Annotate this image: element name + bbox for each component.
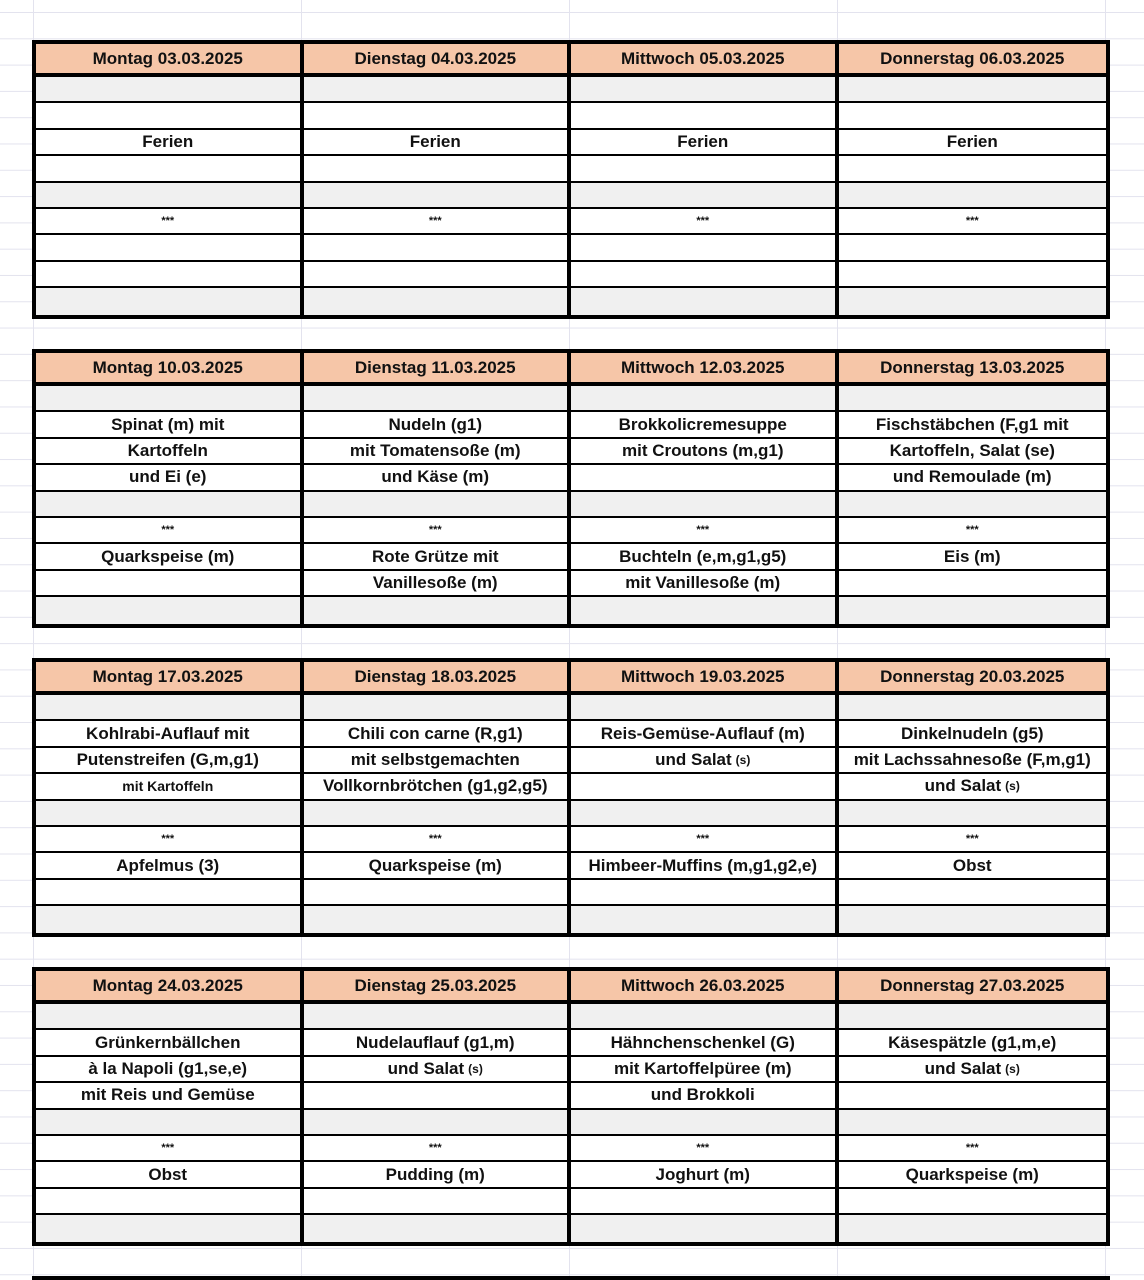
menu-row	[571, 597, 835, 623]
menu-row: Quarkspeise (m)	[304, 853, 568, 879]
day-column	[36, 971, 304, 1242]
day-header: Donnerstag 20.03.2025	[839, 662, 1107, 695]
day-header: Montag 10.03.2025	[36, 353, 300, 386]
menu-row: Pudding (m)	[304, 1162, 568, 1188]
menu-row	[36, 801, 300, 827]
menu-row: Vanillesoße (m)	[304, 571, 568, 597]
separator-row: ***	[839, 518, 1107, 544]
menu-row	[36, 597, 300, 623]
menu-row: Putenstreifen (G,m,g1)	[36, 748, 300, 774]
separator-row: ***	[304, 209, 568, 235]
menu-row	[36, 288, 300, 314]
menu-row	[839, 103, 1107, 129]
day-column	[839, 44, 1107, 315]
menu-row: Ferien	[36, 130, 300, 156]
menu-row	[839, 801, 1107, 827]
day-column	[36, 662, 304, 933]
menu-row: und Salat (s)	[304, 1057, 568, 1083]
menu-row	[571, 288, 835, 314]
menu-row	[571, 1110, 835, 1136]
menu-row	[36, 156, 300, 182]
menu-row	[36, 695, 300, 721]
menu-row	[304, 1110, 568, 1136]
separator-row: ***	[839, 827, 1107, 853]
menu-row: und Brokkoli	[571, 1083, 835, 1109]
menu-row: mit Kartoffeln	[36, 774, 300, 800]
menu-row	[304, 235, 568, 261]
allergen-suffix: (s)	[1005, 1061, 1020, 1076]
menu-row	[304, 695, 568, 721]
separator-row: ***	[36, 1136, 300, 1162]
menu-row	[571, 103, 835, 129]
day-header: Mittwoch 12.03.2025	[571, 353, 835, 386]
menu-row: Quarkspeise (m)	[36, 544, 300, 570]
menu-row	[839, 1004, 1107, 1030]
menu-row: mit Reis und Gemüse	[36, 1083, 300, 1109]
separator-row: ***	[304, 827, 568, 853]
separator-row: ***	[36, 518, 300, 544]
menu-row	[36, 880, 300, 906]
menu-row	[839, 1215, 1107, 1241]
menu-row: Joghurt (m)	[571, 1162, 835, 1188]
separator-row: ***	[36, 209, 300, 235]
menu-row	[839, 597, 1107, 623]
menu-row	[304, 386, 568, 412]
week-table-3	[32, 658, 1110, 937]
menu-row	[571, 880, 835, 906]
menu-row: Käsespätzle (g1,m,e)	[839, 1030, 1107, 1056]
menu-row	[571, 801, 835, 827]
separator-row: ***	[571, 518, 835, 544]
menu-row: Nudelauflauf (g1,m)	[304, 1030, 568, 1056]
day-column	[36, 353, 304, 624]
menu-row	[36, 1004, 300, 1030]
menu-row: und Salat (s)	[839, 1057, 1107, 1083]
menu-row: Dinkelnudeln (g5)	[839, 721, 1107, 747]
menu-row: und Salat (s)	[571, 748, 835, 774]
menu-row	[36, 906, 300, 932]
day-column	[571, 971, 839, 1242]
menu-row: und Ei (e)	[36, 465, 300, 491]
menu-row: mit Vanillesoße (m)	[571, 571, 835, 597]
menu-row	[839, 156, 1107, 182]
menu-row: Obst	[36, 1162, 300, 1188]
menu-row: Apfelmus (3)	[36, 853, 300, 879]
menu-row	[304, 880, 568, 906]
separator-row: ***	[36, 827, 300, 853]
menu-row	[571, 183, 835, 209]
allergen-suffix: (s)	[1005, 779, 1020, 794]
menu-row: mit Croutons (m,g1)	[571, 439, 835, 465]
day-column	[304, 353, 572, 624]
menu-row: Brokkolicremesuppe	[571, 412, 835, 438]
menu-row	[839, 571, 1107, 597]
menu-row	[36, 492, 300, 518]
menu-row: Rote Grütze mit	[304, 544, 568, 570]
menu-row: und Käse (m)	[304, 465, 568, 491]
menu-row: mit Kartoffelpüree (m)	[571, 1057, 835, 1083]
day-header: Dienstag 04.03.2025	[304, 44, 568, 77]
day-header: Donnerstag 06.03.2025	[839, 44, 1107, 77]
separator-row: ***	[839, 1136, 1107, 1162]
day-column	[571, 353, 839, 624]
menu-row: Hähnchenschenkel (G)	[571, 1030, 835, 1056]
menu-row: Eis (m)	[839, 544, 1107, 570]
separator-row: ***	[304, 1136, 568, 1162]
menu-row	[839, 906, 1107, 932]
separator-row: ***	[571, 1136, 835, 1162]
menu-row	[839, 77, 1107, 103]
menu-row	[304, 77, 568, 103]
allergen-suffix: (s)	[735, 752, 751, 767]
menu-row	[571, 386, 835, 412]
day-header: Montag 03.03.2025	[36, 44, 300, 77]
menu-row: Chili con carne (R,g1)	[304, 721, 568, 747]
menu-row	[36, 103, 300, 129]
menu-row: Reis-Gemüse-Auflauf (m)	[571, 721, 835, 747]
menu-row	[571, 1004, 835, 1030]
day-column	[571, 662, 839, 933]
menu-row	[304, 183, 568, 209]
day-column	[36, 44, 304, 315]
menu-row	[36, 235, 300, 261]
menu-row	[304, 288, 568, 314]
day-header: Mittwoch 26.03.2025	[571, 971, 835, 1004]
menu-row	[304, 597, 568, 623]
menu-row	[36, 183, 300, 209]
day-header: Donnerstag 13.03.2025	[839, 353, 1107, 386]
menu-row: à la Napoli (g1,se,e)	[36, 1057, 300, 1083]
menu-row	[571, 906, 835, 932]
day-header: Montag 17.03.2025	[36, 662, 300, 695]
menu-row	[839, 1083, 1107, 1109]
menu-row: Vollkornbrötchen (g1,g2,g5)	[304, 774, 568, 800]
menu-row	[571, 774, 835, 800]
menu-row	[839, 183, 1107, 209]
menu-row: Ferien	[304, 130, 568, 156]
menu-row: mit Tomatensoße (m)	[304, 439, 568, 465]
menu-row: Fischstäbchen (F,g1 mit	[839, 412, 1107, 438]
menu-row	[304, 1083, 568, 1109]
menu-row: und Salat (s)	[839, 774, 1107, 800]
menu-row: Himbeer-Muffins (m,g1,g2,e)	[571, 853, 835, 879]
menu-row	[571, 1189, 835, 1215]
menu-row: Ferien	[839, 130, 1107, 156]
menu-row: Ferien	[571, 130, 835, 156]
menu-row: mit selbstgemachten	[304, 748, 568, 774]
menu-row	[839, 235, 1107, 261]
menu-row	[571, 156, 835, 182]
week-table-1	[32, 40, 1110, 319]
day-header: Mittwoch 19.03.2025	[571, 662, 835, 695]
menu-row: Kartoffeln	[36, 439, 300, 465]
menu-row	[571, 492, 835, 518]
day-header: Dienstag 18.03.2025	[304, 662, 568, 695]
menu-row: Kartoffeln, Salat (se)	[839, 439, 1107, 465]
separator-row: ***	[839, 209, 1107, 235]
menu-row	[839, 288, 1107, 314]
menu-row: mit Lachssahnesoße (F,m,g1)	[839, 748, 1107, 774]
menu-row	[839, 262, 1107, 288]
day-header: Dienstag 25.03.2025	[304, 971, 568, 1004]
day-header: Dienstag 11.03.2025	[304, 353, 568, 386]
day-column	[839, 662, 1107, 933]
day-column	[304, 662, 572, 933]
separator-row: ***	[304, 518, 568, 544]
menu-row: und Remoulade (m)	[839, 465, 1107, 491]
day-header: Montag 24.03.2025	[36, 971, 300, 1004]
menu-row: Obst	[839, 853, 1107, 879]
day-column	[571, 44, 839, 315]
menu-row	[571, 1215, 835, 1241]
menu-row	[571, 695, 835, 721]
menu-row: Spinat (m) mit	[36, 412, 300, 438]
menu-row	[571, 465, 835, 491]
next-table-top-border	[32, 1276, 1110, 1280]
menu-row	[839, 1110, 1107, 1136]
menu-row: Nudeln (g1)	[304, 412, 568, 438]
day-column	[839, 971, 1107, 1242]
week-table-4	[32, 967, 1110, 1246]
day-header: Mittwoch 05.03.2025	[571, 44, 835, 77]
menu-row	[304, 262, 568, 288]
menu-row	[304, 1215, 568, 1241]
menu-row	[36, 1189, 300, 1215]
week-table-2	[32, 349, 1110, 628]
menu-row: Grünkernbällchen	[36, 1030, 300, 1056]
menu-row	[304, 906, 568, 932]
menu-row	[304, 156, 568, 182]
day-header: Donnerstag 27.03.2025	[839, 971, 1107, 1004]
allergen-suffix: (s)	[468, 1061, 483, 1076]
menu-row	[36, 262, 300, 288]
menu-row	[839, 880, 1107, 906]
menu-row	[304, 1004, 568, 1030]
menu-row: Buchteln (e,m,g1,g5)	[571, 544, 835, 570]
menu-row	[36, 1110, 300, 1136]
menu-row	[36, 571, 300, 597]
menu-row	[839, 1189, 1107, 1215]
menu-row	[571, 77, 835, 103]
menu-row	[304, 492, 568, 518]
menu-row	[839, 695, 1107, 721]
day-column	[304, 44, 572, 315]
menu-row	[36, 77, 300, 103]
menu-row	[304, 801, 568, 827]
separator-row: ***	[571, 209, 835, 235]
day-column	[304, 971, 572, 1242]
menu-row	[571, 235, 835, 261]
menu-row: Kohlrabi-Auflauf mit	[36, 721, 300, 747]
menu-row	[36, 386, 300, 412]
separator-row: ***	[571, 827, 835, 853]
menu-row	[304, 1189, 568, 1215]
menu-row	[839, 492, 1107, 518]
menu-row	[36, 1215, 300, 1241]
menu-row: Quarkspeise (m)	[839, 1162, 1107, 1188]
menu-row	[571, 262, 835, 288]
menu-row	[839, 386, 1107, 412]
day-column	[839, 353, 1107, 624]
menu-row	[304, 103, 568, 129]
